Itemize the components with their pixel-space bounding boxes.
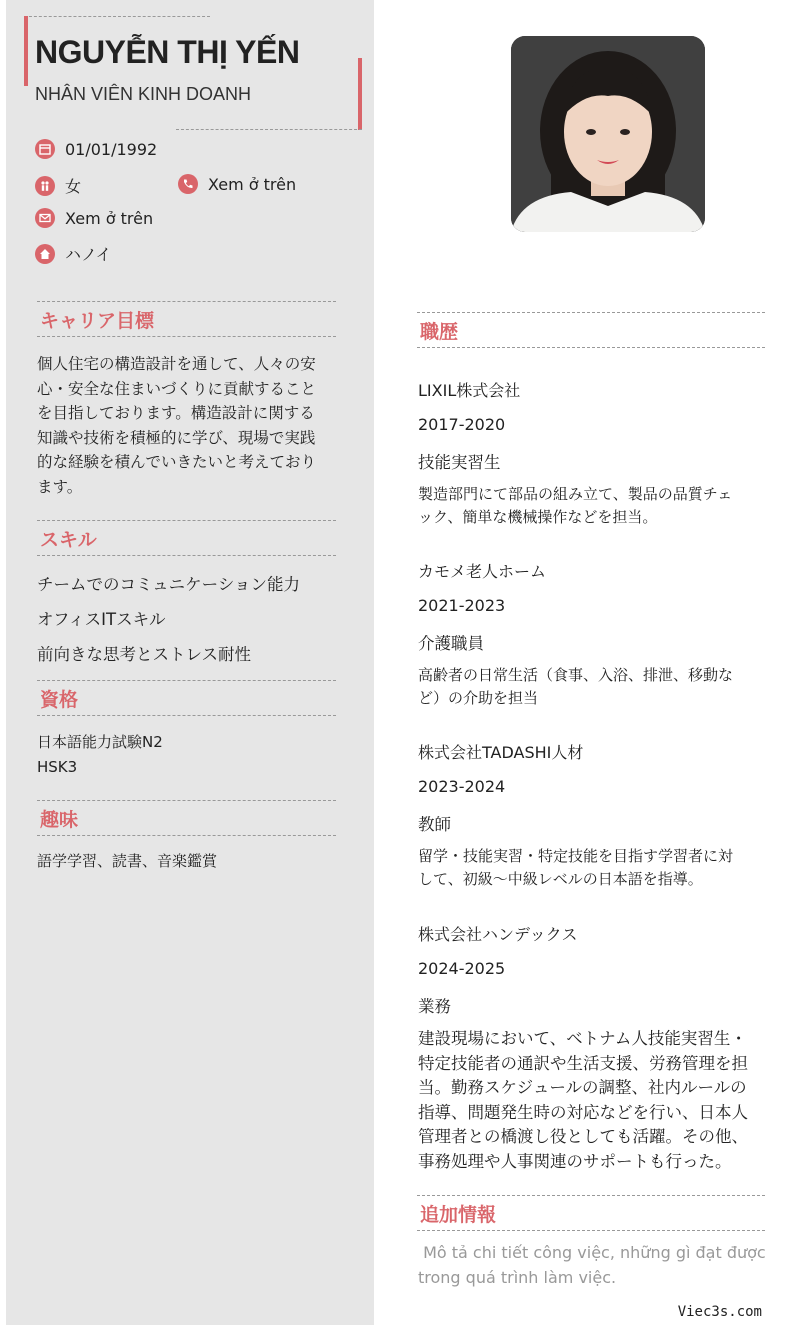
cert-item: HSK3 bbox=[37, 758, 78, 776]
home-icon bbox=[35, 244, 55, 264]
address-row bbox=[35, 242, 112, 265]
job-period: 2017-2020 bbox=[418, 415, 506, 434]
gender-value: 女 bbox=[65, 177, 82, 196]
certs-heading: 資格 bbox=[37, 680, 336, 716]
job-title: NHÂN VIÊN KINH DOANH bbox=[35, 84, 252, 104]
gender-icon bbox=[35, 176, 55, 196]
skill-item: チームでのコミュニケーション能力 bbox=[37, 575, 301, 594]
address-value: ハノイ bbox=[65, 245, 112, 264]
job-period: 2021-2023 bbox=[418, 596, 506, 615]
accent-bar bbox=[24, 16, 28, 86]
certs-list bbox=[37, 730, 163, 780]
skill-item: オフィスITスキル bbox=[37, 610, 166, 629]
objective-heading: キャリア目標 bbox=[37, 301, 336, 337]
job-role: 教師 bbox=[418, 815, 451, 834]
footer-watermark: Viec3s.com bbox=[677, 1304, 762, 1320]
full-name: NGUYỄN THỊ YẾN bbox=[35, 34, 300, 70]
extra-heading: 追加情報 bbox=[417, 1195, 765, 1231]
divider bbox=[176, 129, 362, 130]
skill-item: 前向きな思考とストレス耐性 bbox=[37, 645, 252, 664]
job-company: 株式会社ハンデックス bbox=[418, 925, 578, 944]
job-description bbox=[418, 483, 768, 529]
job-role: 技能実習生 bbox=[418, 453, 501, 472]
extra-line: trong quá trình làm việc. bbox=[418, 1268, 617, 1287]
divider bbox=[24, 16, 210, 17]
objective-text bbox=[37, 352, 347, 499]
job-company: 株式会社TADASHI人材 bbox=[418, 743, 584, 762]
job-description-line: 留学・技能実習・特定技能を目指す学習者に対 bbox=[418, 847, 734, 865]
job-description-line: ど）の介助を担当 bbox=[418, 689, 539, 707]
skills-heading: スキル bbox=[37, 520, 336, 556]
email-row bbox=[35, 208, 153, 228]
objective-line: 個人住宅の構造設計を通して、人々の安 bbox=[37, 355, 316, 373]
job-company: カモメ老人ホーム bbox=[418, 562, 547, 581]
cert-item: 日本語能力試験N2 bbox=[37, 733, 163, 751]
job-description bbox=[418, 845, 768, 891]
job-description-line: 管理者との橋渡し役としても活躍。その他、 bbox=[418, 1127, 748, 1146]
job-description-line: 建設現場において、ベトナム人技能実習生・ bbox=[418, 1029, 747, 1048]
objective-line: ます。 bbox=[37, 477, 83, 496]
phone-icon bbox=[178, 174, 198, 194]
job-description-line: 事務処理や人事関連のサポートも行った。 bbox=[418, 1151, 732, 1171]
job-role: 介護職員 bbox=[418, 634, 484, 653]
phone-value: Xem ở trên bbox=[208, 174, 297, 194]
job-entry bbox=[418, 740, 768, 891]
experience-heading: 職歴 bbox=[417, 312, 765, 348]
hobbies-heading: 趣味 bbox=[37, 800, 336, 836]
job-description-line: 当。勤務スケジュールの調整、社内ルールの bbox=[418, 1078, 747, 1097]
job-description-line: 高齢者の日常生活（食事、入浴、排泄、移動な bbox=[418, 666, 734, 684]
objective-line: 的な経験を積んでいきたいと考えており bbox=[37, 453, 317, 471]
job-description bbox=[418, 664, 768, 710]
job-description bbox=[418, 1027, 768, 1174]
job-entry bbox=[418, 922, 768, 1174]
job-description-line: して、初級〜中級レベルの日本語を指導。 bbox=[418, 870, 703, 888]
phone-row bbox=[178, 174, 296, 194]
hobbies-text: 語学学習、読書、音楽鑑賞 bbox=[37, 852, 218, 870]
job-description-line: ック、簡単な機械操作などを担当。 bbox=[418, 508, 658, 526]
envelope-icon bbox=[35, 208, 55, 228]
objective-line: を目指しております。構造設計に関する bbox=[37, 404, 315, 422]
accent-bar bbox=[358, 58, 362, 130]
job-company: LIXIL株式会社 bbox=[418, 381, 521, 400]
job-entry bbox=[418, 378, 768, 529]
job-description-line: 特定技能者の通訳や生活支援、労務管理を担 bbox=[418, 1053, 748, 1073]
job-period: 2023-2024 bbox=[418, 777, 506, 796]
extra-description bbox=[418, 1240, 768, 1290]
calendar-icon bbox=[35, 139, 55, 159]
name-block bbox=[24, 16, 362, 130]
objective-line: 知識や技術を積極的に学び、現場で実践 bbox=[37, 428, 316, 447]
extra-line: Mô tả chi tiết công việc, những gì đạt được bbox=[418, 1243, 766, 1262]
birthday-row bbox=[35, 139, 157, 159]
email-value: Xem ở trên bbox=[65, 208, 154, 228]
gender-row bbox=[35, 174, 81, 197]
objective-line: 心・安全な住まいづくりに貢献すること bbox=[37, 379, 317, 398]
birthday-value: 01/01/1992 bbox=[65, 139, 158, 159]
job-entry bbox=[418, 559, 768, 710]
job-period: 2024-2025 bbox=[418, 959, 506, 978]
job-description-line: 製造部門にて部品の組み立て、製品の品質チェ bbox=[418, 485, 733, 503]
job-role: 業務 bbox=[418, 997, 451, 1016]
profile-photo bbox=[511, 36, 705, 232]
job-description-line: 指導、問題発生時の対応などを行い、日本人 bbox=[418, 1102, 748, 1122]
